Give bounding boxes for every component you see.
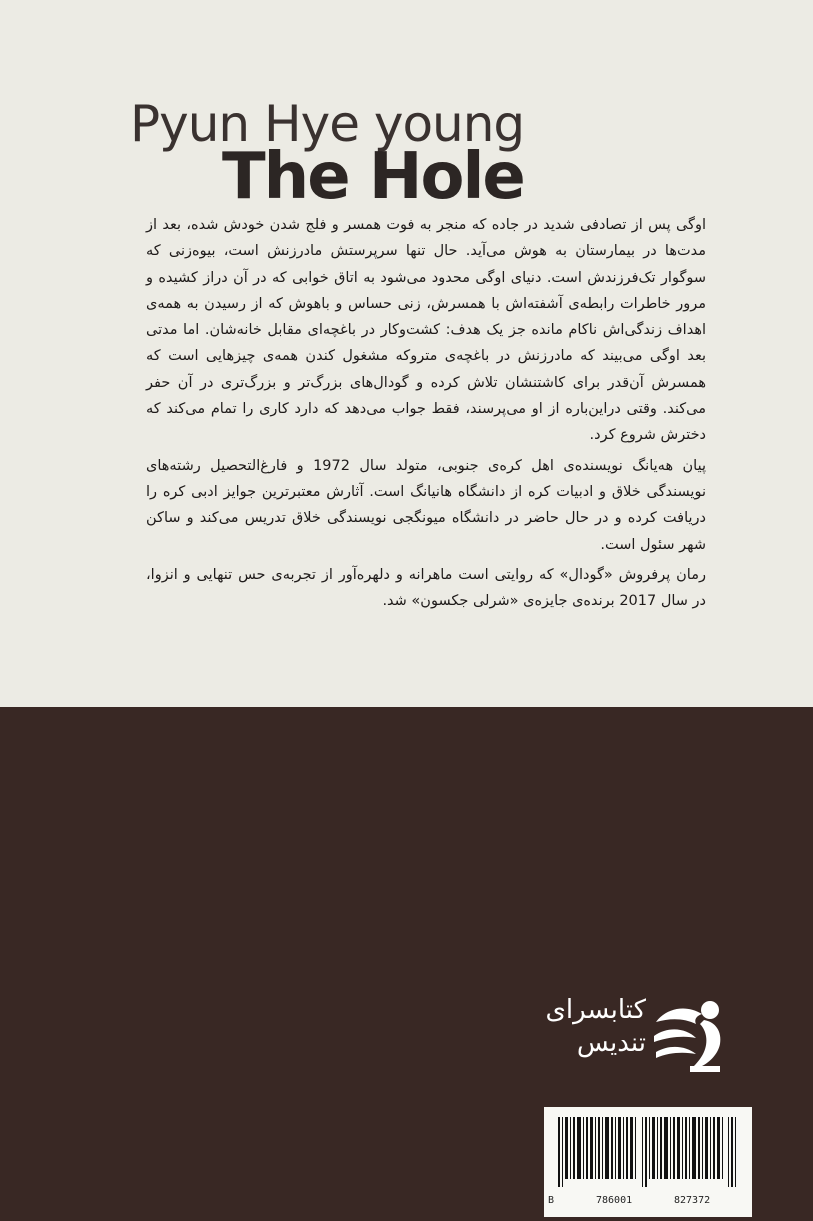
book-title: The Hole	[222, 140, 524, 214]
barcode-prefix: B	[548, 1195, 555, 1206]
isbn-barcode	[544, 1107, 752, 1217]
back-cover-blurb	[146, 212, 706, 614]
blurb-paragraph-summary: اوگی پس از تصادفی شدید در جاده که منجر به فوت همسر و فلج شدن خودش شده، بعد از مدت‌ها در بیمارستان به هوش می‌آید. حال تنها سرپرستش مادرزنش است، بیوه‌زنی که سوگوار تک‌فرزندش است. دنیای اوگی محدود می‌شود به اتاق خوابی که در آن دراز کشیده و مرور خاطرات رابطه‌ی آشفته‌اش با همسرش، زنی حساس و باهوش که از رسیدن به همه‌ی اهداف زندگی‌اش ناکام مانده جز یک هدف: کشت‌وکار در باغچه‌ای مقابل خانه‌شان. اما مدتی بعد اوگی می‌بیند که مادرزنش در باغچه‌ی متروکه مشغول کندن همه‌ی چیزهایی است که همسرش آن‌قدر برای کاشتنشان تلاش کرده و گودال‌های بزرگ‌تر و بزرگ‌تری در آن حفر می‌کند. وقتی دراین‌باره از او می‌پرسند، فقط جواب می‌دهد که دارد کاری را تمام می‌کند که دخترش شروع کرد.	[146, 217, 706, 444]
barcode-group1: 786001	[596, 1195, 633, 1206]
publisher-name	[546, 994, 647, 1060]
publisher-logo	[540, 992, 730, 1074]
author-name: Pyun Hye young	[130, 95, 525, 153]
barcode-bars	[558, 1117, 736, 1187]
publisher-name-line2: تندیس	[576, 1028, 646, 1058]
publisher-logo-icon	[650, 992, 730, 1074]
blurb-paragraph-award: رمان پرفروش «گودال» که روایتی است ماهرانه و دلهره‌آور از تجربه‌ی حس تنهایی و انزوا، در سال 2017 برنده‌ی جایزه‌ی «شرلی جکسون» شد.	[146, 566, 706, 610]
publisher-name-line1: کتابسرای	[545, 995, 646, 1025]
blurb-paragraph-author-bio: پیان هه‌یانگ نویسنده‌ی اهل کره‌ی جنوبی، متولد سال 1972 و فارغ‌التحصیل رشته‌های نویسندگی خلاق و ادبیات کره از دانشگاه هانیانگ است. آثارش معتبرترین جوایز ادبی کره را دریافت کرده و در حال حاضر در دانشگاه میونگجی نویسندگی خلاق تدریس می‌کند و ساکن شهر سئول است.	[146, 457, 706, 553]
barcode-group2: 827372	[674, 1195, 711, 1206]
